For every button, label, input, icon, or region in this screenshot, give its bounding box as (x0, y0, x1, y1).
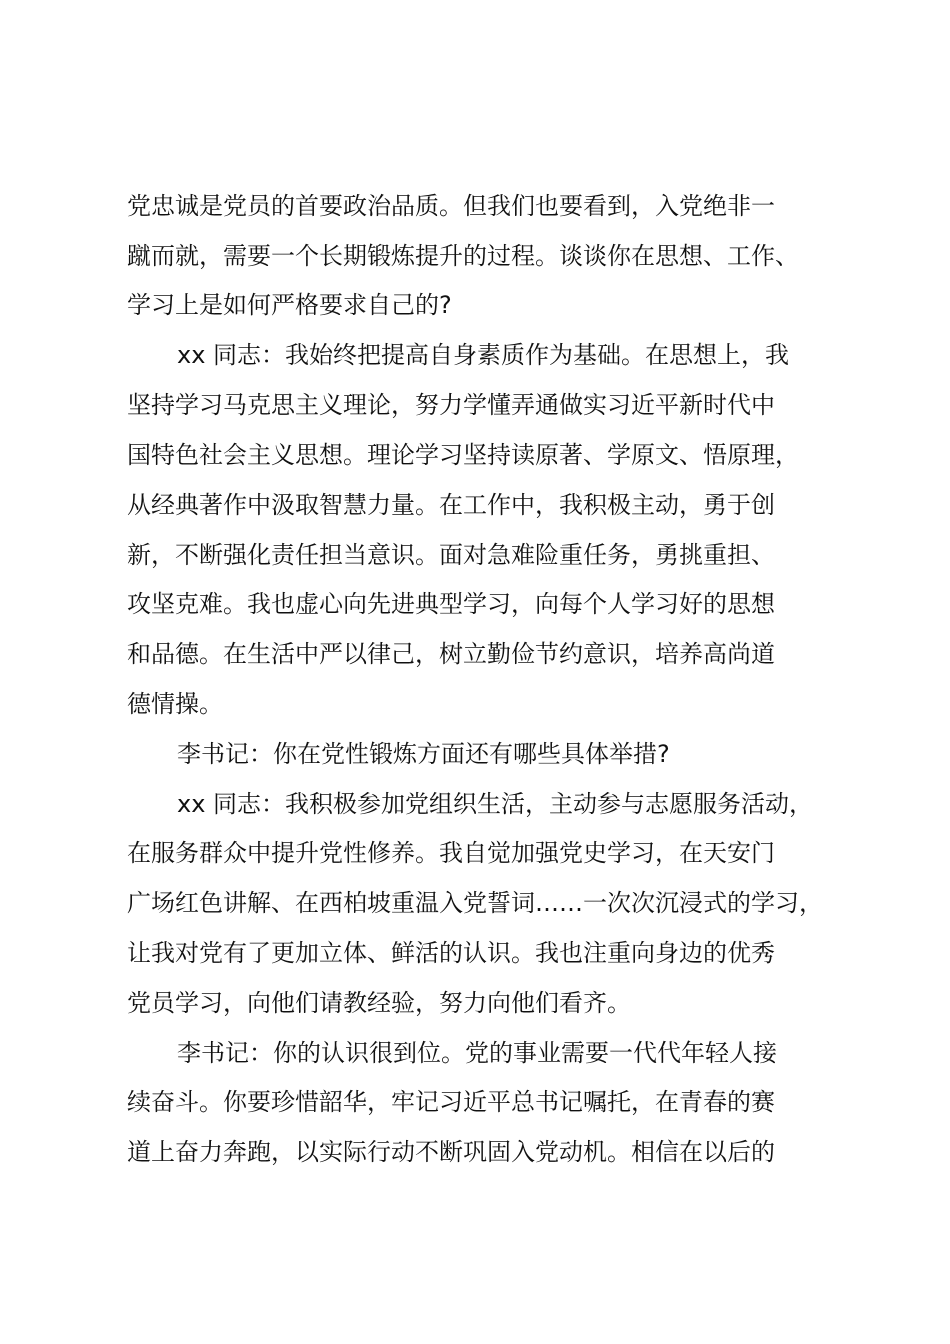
text-line: 和品德。在生活中严以律己，树立勤俭节约意识，培养高尚道 (127, 640, 775, 668)
text-line: 党忠诚是党员的首要政治品质。但我们也要看到，入党绝非一 (127, 192, 775, 220)
text-line: 坚持学习马克思主义理论，努力学懂弄通做实习近平新时代中 (127, 391, 775, 419)
text-line: xx 同志：我积极参加党组织生活，主动参与志愿服务活动， (177, 790, 814, 818)
text-line: 党员学习，向他们请教经验，努力向他们看齐。 (127, 989, 631, 1017)
text-line: 从经典著作中汲取智慧力量。在工作中，我积极主动，勇于创 (127, 491, 775, 519)
text-line: 李书记：你在党性锻炼方面还有哪些具体举措? (177, 740, 670, 768)
text-line: 广场红色讲解、在西柏坡重温入党誓词……一次次沉浸式的学习， (127, 889, 823, 917)
text-line: 攻坚克难。我也虚心向先进典型学习，向每个人学习好的思想 (127, 590, 775, 618)
text-line: 蹴而就，需要一个长期锻炼提升的过程。谈谈你在思想、工作、 (127, 242, 799, 270)
text-line: 新，不断强化责任担当意识。面对急难险重任务，勇挑重担、 (127, 541, 775, 569)
text-line: 道上奋力奔跑，以实际行动不断巩固入党动机。相信在以后的 (127, 1138, 775, 1166)
text-line: 在服务群众中提升党性修养。我自觉加强党史学习，在天安门 (127, 839, 775, 867)
text-line: 李书记：你的认识很到位。党的事业需要一代代年轻人接 (177, 1039, 777, 1067)
text-line: 德情操。 (127, 690, 223, 718)
text-line: 国特色社会主义思想。理论学习坚持读原著、学原文、悟原理， (127, 441, 799, 469)
text-line: 学习上是如何严格要求自己的? (127, 291, 452, 319)
text-line: 续奋斗。你要珍惜韶华，牢记习近平总书记嘱托，在青春的赛 (127, 1088, 775, 1116)
text-line: xx 同志：我始终把提高自身素质作为基础。在思想上，我 (177, 341, 790, 369)
text-line: 让我对党有了更加立体、鲜活的认识。我也注重向身边的优秀 (127, 939, 775, 967)
